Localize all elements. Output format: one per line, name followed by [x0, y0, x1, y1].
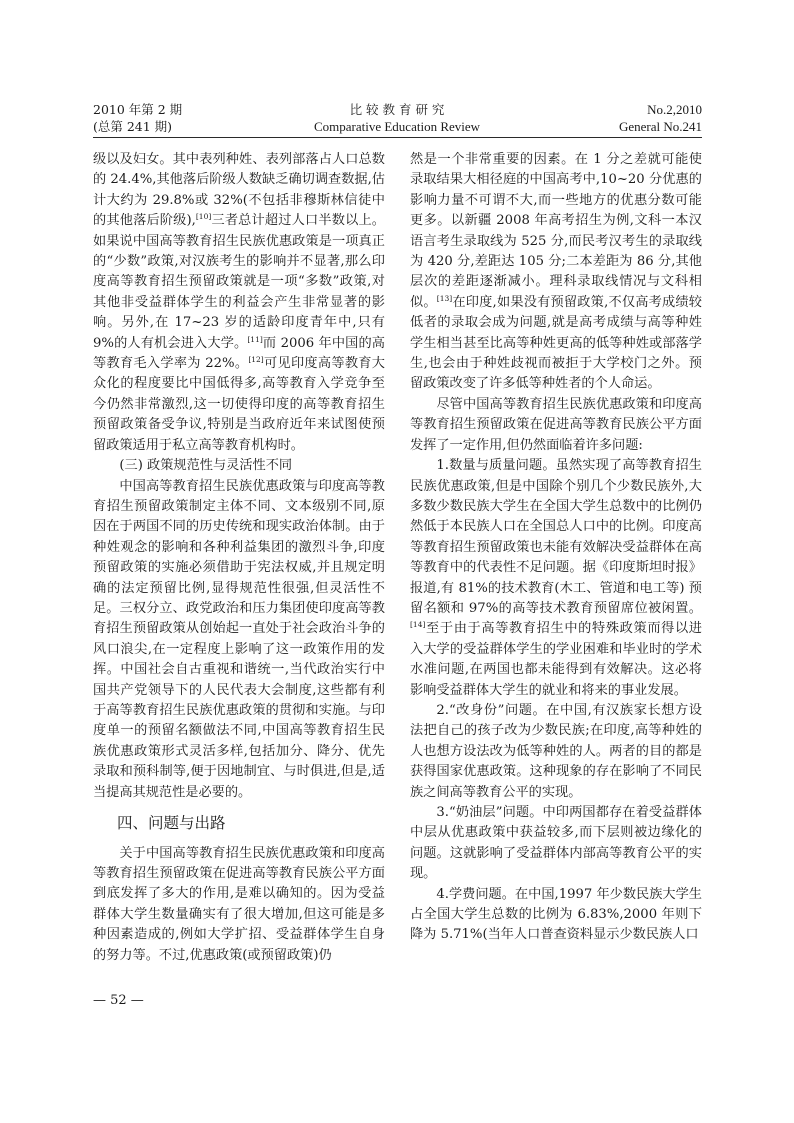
left-column: [93, 150, 385, 966]
page-number: — 52 —: [93, 993, 144, 1008]
right-column: [410, 150, 702, 946]
body-paragraph: 中国高等教育招生民族优惠政策与印度高等教育招生预留政策制定主体不同、文本级别不同,原因在于两国不同的历史传统和现实政治体制。由于种姓观念的影响和各种利益集团的激烈斗争,印度预留政策的实施必须借助于宪法权威,并且规定明确的法定预留比例,显得规范性很强,但灵活性不足。三权分立、政党政治和压力集团使印度高等教育招生预留政策从创始起一直处于社会政治斗争的风口浪尖,在一定程度上影响了这一政策作用的发挥。中国社会自古重视和谐统一,当代政治实行中国共产党领导下的人民代表大会制度,这些都有利于高等教育招生民族优惠政策的贯彻和实施。与印度单一的预留名额做法不同,中国高等教育招生民族优惠政策形式灵活多样,包括加分、降分、优先录取和预科制等,便于因地制宜、与时俱进,但是,适当提高其规范性是必要的。: [93, 478, 385, 800]
header-issue-year: 2010 年第 2 期: [93, 102, 183, 117]
journal-title-en: Comparative Education Review: [313, 119, 481, 134]
journal-title-cn: 比 较 教 育 研 究: [349, 102, 445, 117]
header-general-number: General No.241: [618, 119, 702, 134]
body-paragraph: 尽管中国高等教育招生民族优惠政策和印度高等教育招生预留政策在促进高等教育民族公平方面发挥了一定作用,但仍然面临着许多问题:: [410, 396, 702, 453]
citation-marker: [12]: [248, 355, 264, 365]
list-item-identity-change: 2.“改身份”问题。在中国,有汉族家长想方设法把自己的孩子改为少数民族;在印度,高等种姓的人也想方设法改为低等种姓的人。两者的目的都是获得国家优惠政策。这种现象的存在影响了不同民族之间高等教育公平的实现。: [410, 702, 702, 800]
header-rule: [93, 137, 702, 138]
body-paragraph: 然是一个非常重要的因素。在 1 分之差就可能使录取结果大相径庭的中国高考中,10~20 分优惠的影响力量不可谓不大,而一些地方的优惠分数可能更多。以新疆 2008 年高考招生为例,文科一本汉语言考生录取线为 525 分,而民考汉考生的录取线为 420 分,差距达 105 分;二本差距为 86 分,其他层次的差距逐渐减小。理科录取线情况与文科相似。[13]在印度,如果没有预留政策,不仅高考成绩较低者的录取会成为问题,就是高考成绩与高等种姓学生相当甚至比高等种姓更高的低等种姓或部落学生,也会由于种姓歧视而被拒于大学校门之外。预留政策改变了许多低等种姓者的个人命运。: [410, 152, 702, 392]
body-paragraph: 级以及妇女。其中表列种姓、表列部落占人口总数的 24.4%,其他落后阶级人数缺乏确切调查数据,估计大约为 29.8%或 32%(不包括非穆斯林信徒中的其他落后阶级),[10]三者总计超过人口半数以上。如果说中国高等教育招生民族优惠政策是一项真正的“少数”政策,对汉族考生的影响并不显著,那么印度高等教育招生预留政策就是一项“多数”政策,对其他非受益群体学生的利益会产生非常显著的影响。另外,在 17~23 岁的适龄印度青年中,只有 9%的人有机会进入大学。[11]而 2006 年中国的高等教育毛入学率为 22%。[12]可见印度高等教育大众化的程度要比中国低得多,高等教育入学竞争至今仍然非常激烈,这一切使得印度的高等教育招生预留政策备受争议,特别是当政府近年来试图使预留政策适用于私立高等教育机构时。: [93, 152, 385, 453]
citation-marker: [10]: [195, 212, 212, 222]
citation-marker: [14]: [410, 620, 426, 630]
body-paragraph: 关于中国高等教育招生民族优惠政策和印度高等教育招生预留政策在促进高等教育民族公平方面到底发挥了多大的作用,是难以确知的。因为受益群体大学生数量确实有了很大增加,但这可能是多种因素造成的,例如大学扩招、受益群体学生自身的努力等。不过,优惠政策(或预留政策)仍: [93, 845, 385, 963]
citation-marker: [13]: [436, 293, 453, 303]
header-number-info: [619, 101, 702, 135]
citation-marker: [11]: [247, 334, 263, 344]
list-item-tuition: 4.学费问题。在中国,1997 年少数民族大学生占全国大学生总数的比例为 6.83%,2000 年则下降为 5.71%(当年人口普查资料显示少数民族人口: [410, 886, 702, 943]
header-journal-title: [272, 101, 522, 135]
header-issue-total: (总第 241 期): [93, 119, 173, 134]
section-heading: 四、问题与出路: [117, 814, 226, 832]
header-issue-info: [93, 101, 182, 135]
subsection-heading: (三) 政策规范性与灵活性不同: [119, 458, 293, 474]
list-item-quantity-quality: 1.数量与质量问题。虽然实现了高等教育招生民族优惠政策,但是中国除个别几个少数民族外,大多数少数民族大学生在全国大学生总数中的比例仍然低于本民族人口在全国总人口中的比例。印度高等教育招生预留政策也未能有效解决受益群体在高等教育中的代表性不足问题。据《印度斯坦时报》报道,有 81%的技术教育(木工、管道和电工等) 预留名额和 97%的高等技术教育预留席位被闲置。[14]至于由于高等教育招生中的特殊政策而得以进入大学的受益群体学生的学业困难和毕业时的学术水准问题,在两国也都未能得到有效解决。这必将影响受益群体大学生的就业和将来的事业发展。: [410, 458, 702, 698]
header-number: No.2,2010: [647, 102, 702, 117]
list-item-cream-layer: 3.“奶油层”问题。中印两国都存在着受益群体中层从优惠政策中获益较多,而下层则被边缘化的问题。这就影响了受益群体内部高等教育公平的实现。: [410, 805, 702, 882]
